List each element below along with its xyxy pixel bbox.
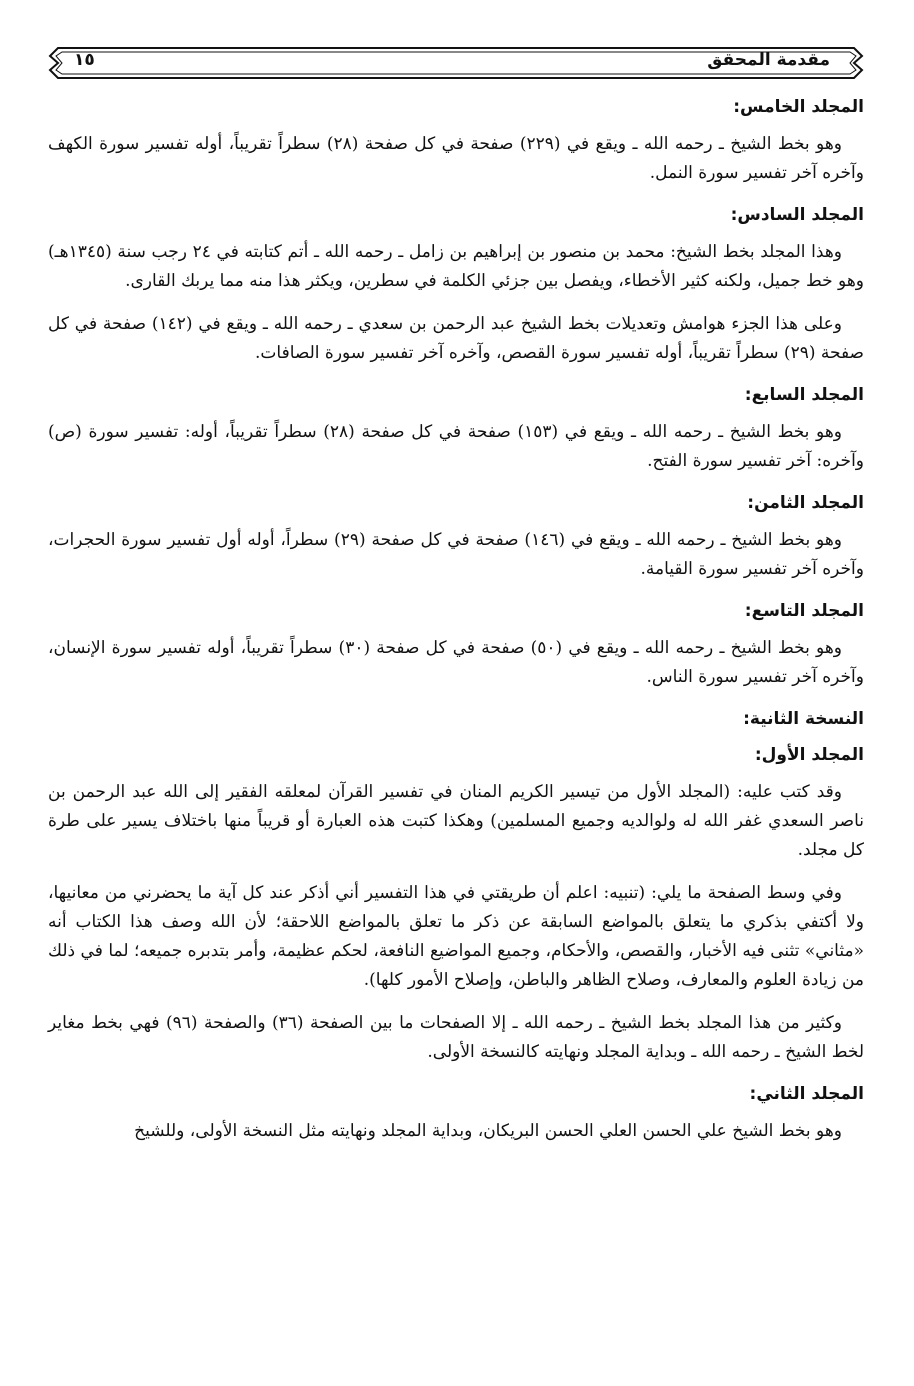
paragraph: وهو بخط الشيخ ـ رحمه الله ـ ويقع في (٥٠) صفحة في كل صفحة (٣٠) سطراً تقريباً، أوله تفسير سورة الإنسان، وآخره آخر تفسير سورة الناس.: [48, 638, 864, 687]
section-heading: المجلد الأول:: [754, 745, 864, 765]
section-volume-9: [48, 598, 864, 692]
section-heading: المجلد الثامن:: [747, 493, 864, 513]
paragraph: وهذا المجلد بخط الشيخ: محمد بن منصور بن إبراهيم بن زامل ـ رحمه الله ـ أتم كتابته في ٢٤ رجب سنة (١٣٤٥هـ) وهو خط جميل، ولكنه كثير الأخطاء، ويفصل بين جزئي الكلمة في سطرين، ويكثر هذا منه مما يربك القارى.: [48, 242, 864, 291]
main-text: [48, 94, 864, 1160]
paragraph: وفي وسط الصفحة ما يلي: (تنبيه: اعلم أن طريقتي في هذا التفسير أني أذكر عند كل آية ما يحضرني من معانيها، ولا أكتفي بذكري ما يتعلق بالمواضع السابقة عن ذكر ما تعلق بالمواضع اللاحقة؛ لأن الله وصف هذا الكتاب أنه «مثاني» تثنى فيه الأخبار، والقصص، والأحكام، وجميع المواضيع النافعة، لحكم عظيمة، وأمر بتدبره جميعه؛ لما في ذلك من زيادة العلوم والمعارف، وصلاح الظاهر والباطن، وإصلاح الأمور كلها).: [48, 883, 864, 990]
paragraph: وهو بخط الشيخ ـ رحمه الله ـ ويقع في (١٤٦) صفحة في كل صفحة (٢٩) سطراً، أوله أول تفسير سورة الحجرات، وآخره آخر تفسير سورة القيامة.: [48, 530, 864, 579]
section-second-copy-volume-1: [48, 742, 864, 1067]
paragraph: وهو بخط الشيخ ـ رحمه الله ـ ويقع في (١٥٣) صفحة في كل صفحة (٢٨) سطراً تقريباً، أوله: تفسير سورة (ص) وآخره: آخر تفسير سورة الفتح.: [48, 422, 864, 471]
section-heading: المجلد السادس:: [730, 205, 864, 225]
section-heading: المجلد السابع:: [744, 385, 864, 405]
section-volume-7: [48, 382, 864, 476]
section-heading: المجلد التاسع:: [744, 601, 864, 621]
section-volume-5: [48, 94, 864, 188]
paragraph: وعلى هذا الجزء هوامش وتعديلات بخط الشيخ عبد الرحمن بن سعدي ـ رحمه الله ـ ويقع في (١٤٢) صفحة في كل صفحة (٢٩) سطراً تقريباً، أوله تفسير سورة القصص، وآخره آخر تفسير سورة الصافات.: [48, 314, 864, 363]
paragraph: وقد كتب عليه: (المجلد الأول من تيسير الكريم المنان في تفسير القرآن لمعلقه الفقير إلى الله عبد الرحمن بن ناصر السعدي غفر الله له ولوالديه وجميع المسلمين) وهكذا كتبت هذه العبارة أو قريباً منها باختلاف يسير على طرة كل مجلد.: [48, 782, 864, 860]
paragraph: وهو بخط الشيخ علي الحسن العلي الحسن البريكان، وبداية المجلد ونهايته مثل النسخة الأولى، وللشيخ: [134, 1121, 842, 1141]
section-heading: المجلد الثاني:: [749, 1084, 864, 1104]
section-second-copy: [48, 706, 864, 732]
paragraph: وهو بخط الشيخ ـ رحمه الله ـ ويقع في (٢٢٩) صفحة في كل صفحة (٢٨) سطراً تقريباً، أوله تفسير سورة الكهف وآخره آخر تفسير سورة النمل.: [48, 134, 864, 183]
page-number: ١٥: [74, 50, 95, 70]
section-second-copy-volume-2: [48, 1081, 864, 1146]
section-volume-6: [48, 202, 864, 368]
paragraph: وكثير من هذا المجلد بخط الشيخ ـ رحمه الله ـ إلا الصفحات ما بين الصفحة (٣٦) والصفحة (٩٦) فهي بخط مغاير لخط الشيخ ـ رحمه الله ـ وبداية المجلد ونهايته كالنسخة الأولى.: [48, 1013, 864, 1062]
chapter-title: مقدمة المحقق: [707, 50, 830, 70]
section-heading: المجلد الخامس:: [733, 97, 864, 117]
section-volume-8: [48, 490, 864, 584]
section-heading: النسخة الثانية:: [743, 709, 864, 729]
running-header: [48, 44, 864, 82]
